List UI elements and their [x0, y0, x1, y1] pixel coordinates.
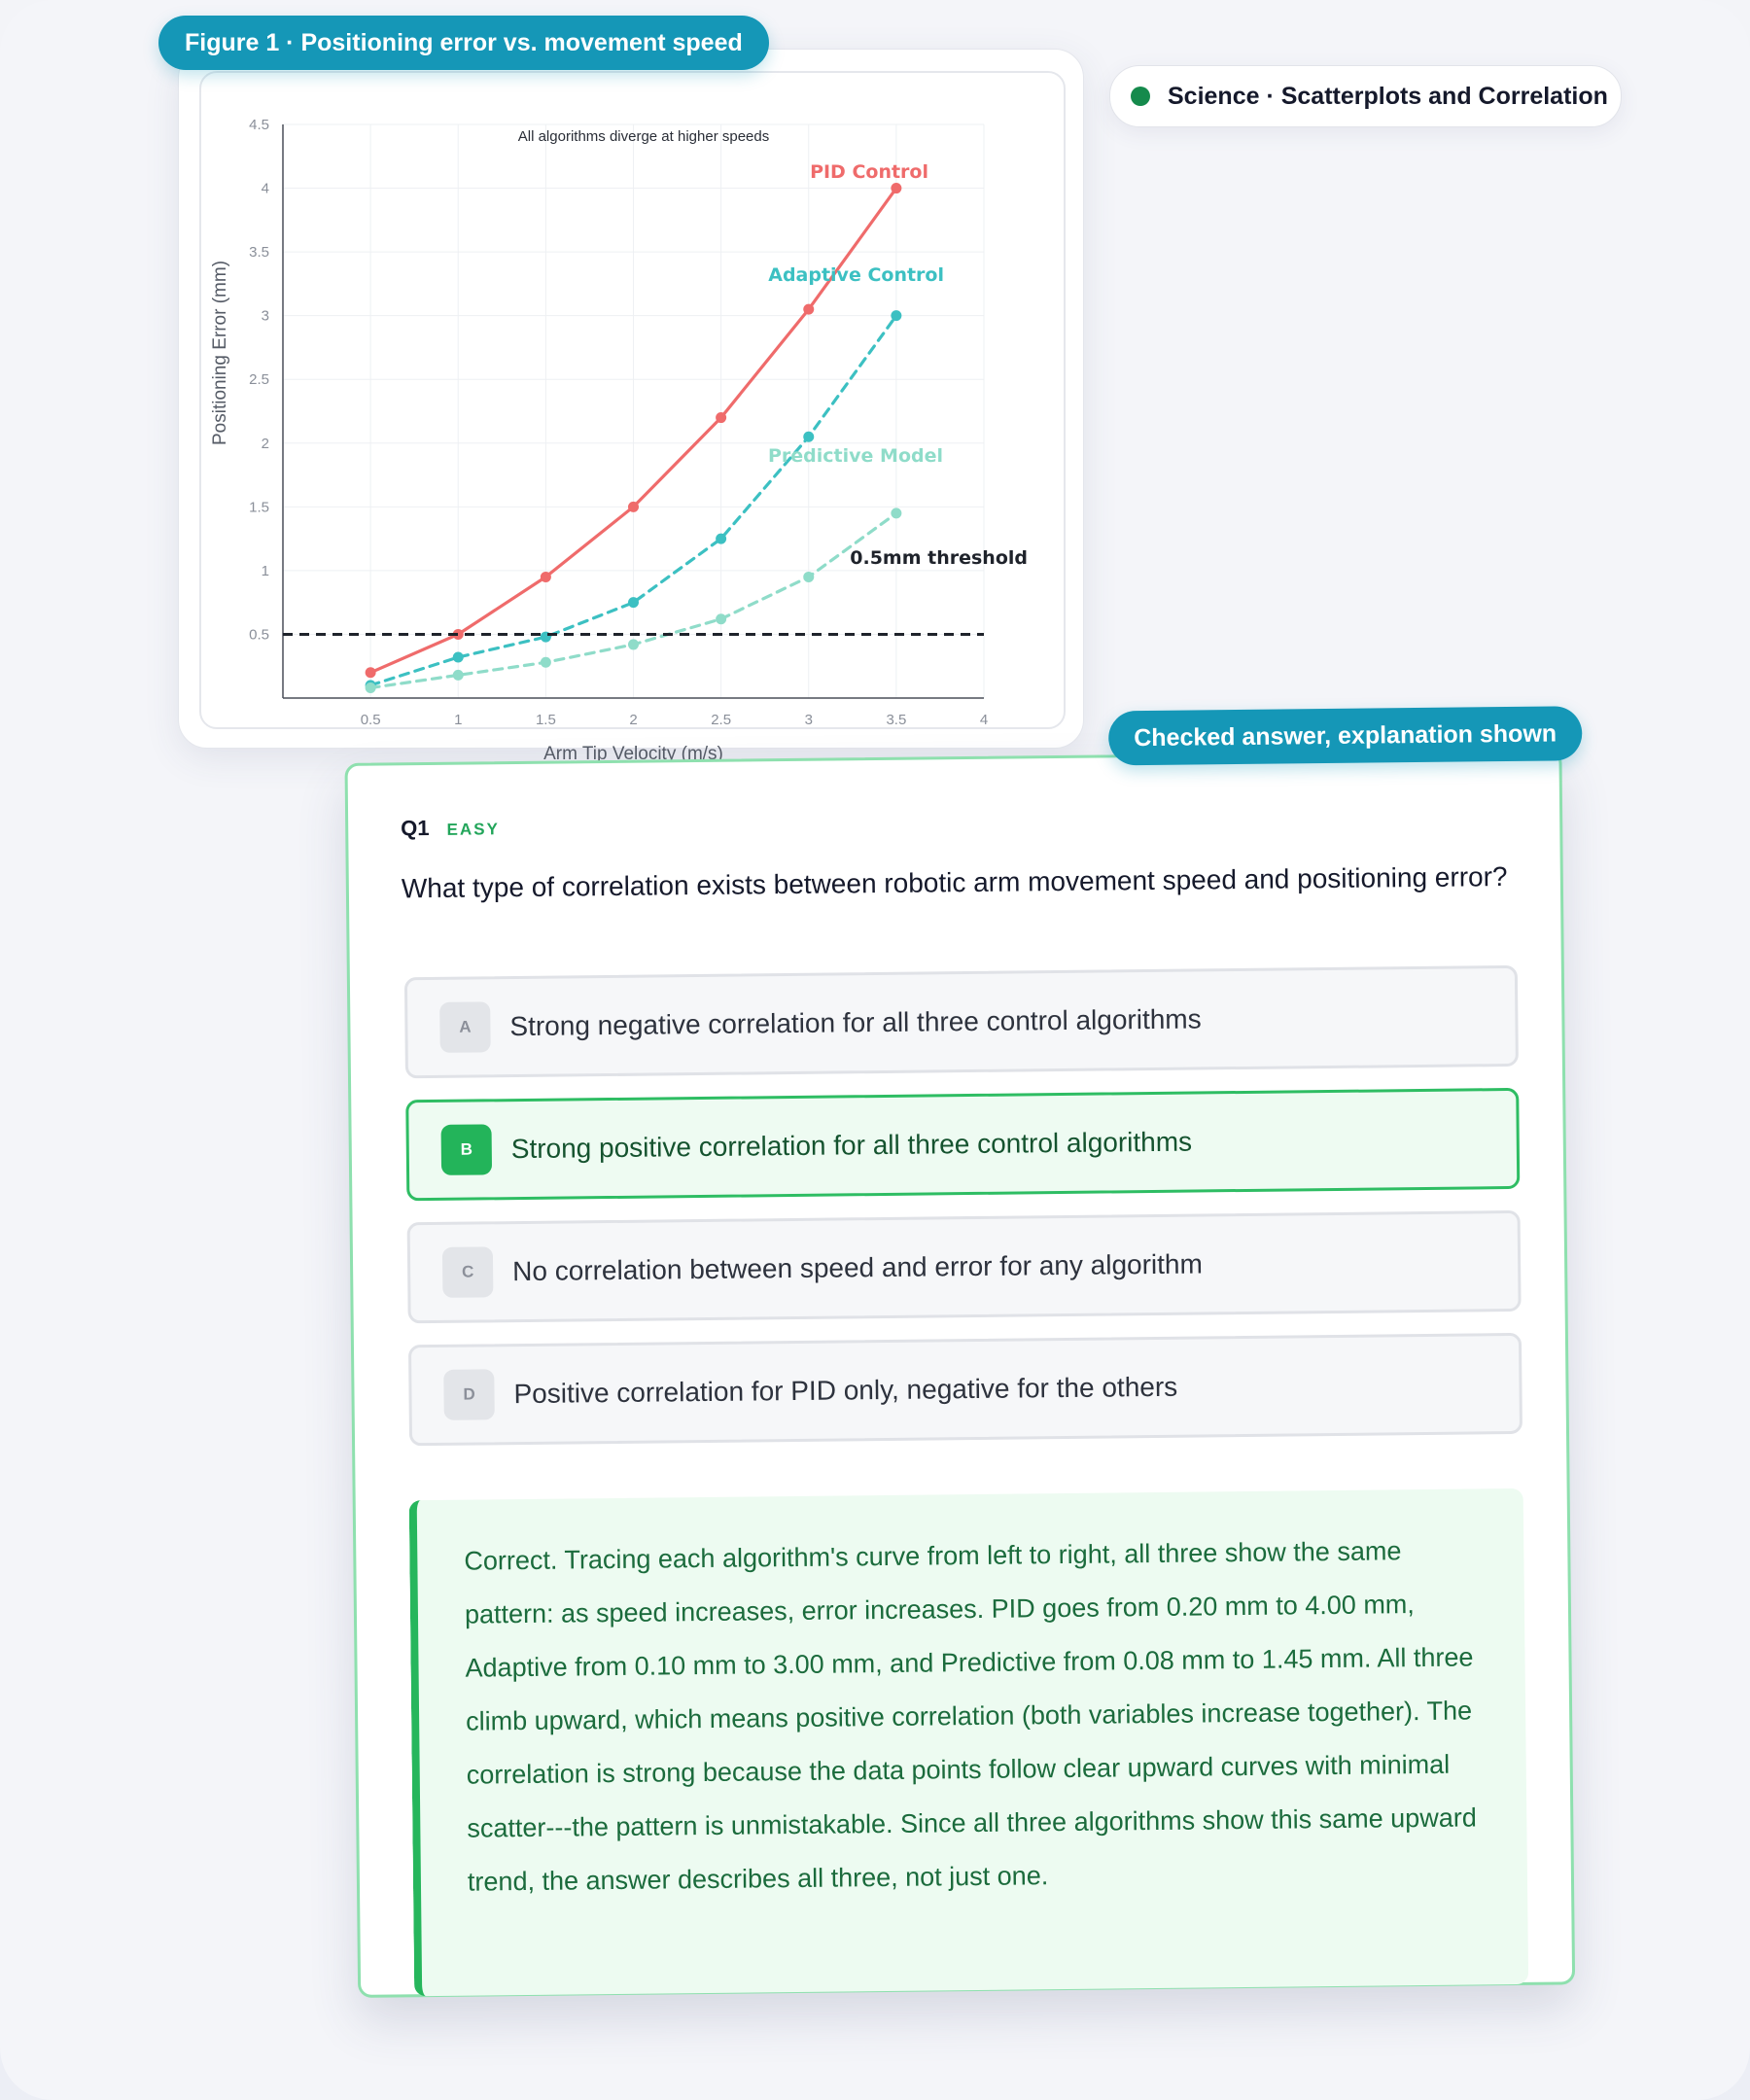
subject-label: Science · Scatterplots and Correlation [1168, 82, 1608, 110]
y-tick-label: 3.5 [249, 244, 269, 262]
y-tick-label: 4.5 [249, 117, 269, 133]
figure-title-badge: Figure 1 · Positioning error vs. movement speed [158, 16, 769, 70]
x-tick-label: 1.5 [535, 712, 556, 728]
x-axis-title: Arm Tip Velocity (m/s) [543, 744, 723, 764]
explanation-panel [409, 1488, 1528, 1996]
data-point [803, 432, 814, 442]
option-text: No correlation between speed and error for any algorithm [511, 1248, 1204, 1287]
x-tick-label: 4 [979, 712, 989, 728]
data-point [628, 639, 639, 649]
y-tick-label: 1.5 [249, 499, 269, 516]
threshold-label: 0.5mm threshold [850, 547, 1028, 569]
x-tick-label: 2.5 [711, 712, 732, 728]
option-c[interactable] [407, 1210, 1522, 1323]
figure-card [178, 49, 1084, 764]
option-b-correct[interactable] [405, 1088, 1520, 1201]
y-tick-label: 1 [261, 562, 269, 579]
option-text: Strong positive correlation for all three control algorithms [510, 1126, 1193, 1165]
y-tick-label: 2.5 [249, 371, 269, 389]
state-badge: Checked answer, explanation shown [1108, 706, 1582, 765]
x-tick-label: 0.5 [360, 712, 381, 728]
y-axis-title: Positioning Error (mm) [210, 260, 230, 446]
option-letter: A [439, 1001, 491, 1053]
data-point [366, 682, 376, 693]
data-point [716, 613, 726, 624]
data-point [453, 670, 464, 681]
option-letter: D [443, 1369, 495, 1420]
chart-annotation: All algorithms diverge at higher speeds [517, 128, 770, 145]
data-point [541, 657, 551, 668]
data-point [891, 508, 901, 518]
question-text: What type of correlation exists between robotic arm movement speed and positioning error? [401, 861, 1508, 904]
option-a[interactable] [404, 965, 1519, 1078]
option-letter: C [442, 1246, 494, 1298]
data-point [891, 183, 901, 193]
data-point [453, 652, 464, 663]
x-tick-label: 1 [454, 712, 463, 728]
question-header [401, 815, 500, 841]
data-point [891, 310, 901, 321]
y-tick-label: 2 [261, 435, 269, 452]
series-label-2: Predictive Model [768, 445, 943, 467]
series-label-0: PID Control [810, 161, 928, 183]
difficulty-badge: EASY [446, 820, 500, 839]
y-tick-label: 0.5 [249, 626, 269, 644]
question-number: Q1 [401, 816, 430, 841]
chart-frame [199, 71, 1066, 764]
option-text: Strong negative correlation for all three control algorithms [509, 1003, 1202, 1042]
data-point [716, 412, 726, 423]
option-d[interactable] [408, 1333, 1522, 1446]
data-point [366, 667, 376, 678]
chart-axes [210, 117, 988, 764]
x-tick-label: 2 [629, 712, 638, 728]
series-label-1: Adaptive Control [768, 264, 944, 286]
status-dot-icon [1131, 87, 1150, 106]
data-point [716, 534, 726, 544]
subject-badge [1109, 65, 1622, 127]
data-point [541, 572, 551, 582]
y-tick-label: 4 [261, 180, 269, 197]
explanation-text: Correct. Tracing each algorithm's curve from left to right, all three show the same pattern: as speed increases, error increases. PID goes from 0.20 mm to 4.00 mm, Adaptive from 0.10 mm to 3.00 mm, and Predictive from 0.08 mm to 1.45 mm. All three climb upward, which means positive correlation (both variables increase together). The correlation is strong because the data points follow clear upward curves with minimal scatter---the pattern is unmistakable. Since all three algorithms show this same upward trend, the answer describes all three, not just one. [464, 1536, 1477, 1897]
question-card-group [340, 706, 1598, 2022]
data-point [803, 304, 814, 315]
data-point [803, 572, 814, 582]
x-tick-label: 3.5 [886, 712, 907, 728]
x-tick-label: 3 [804, 712, 813, 728]
scatter-chart [201, 73, 1064, 764]
option-text: Positive correlation for PID only, negative for the others [513, 1371, 1178, 1410]
data-point [628, 597, 639, 608]
y-tick-label: 3 [261, 307, 269, 325]
option-letter: B [441, 1124, 493, 1175]
data-point [628, 502, 639, 512]
chart-labels [518, 128, 1028, 569]
question-card [344, 750, 1575, 1997]
